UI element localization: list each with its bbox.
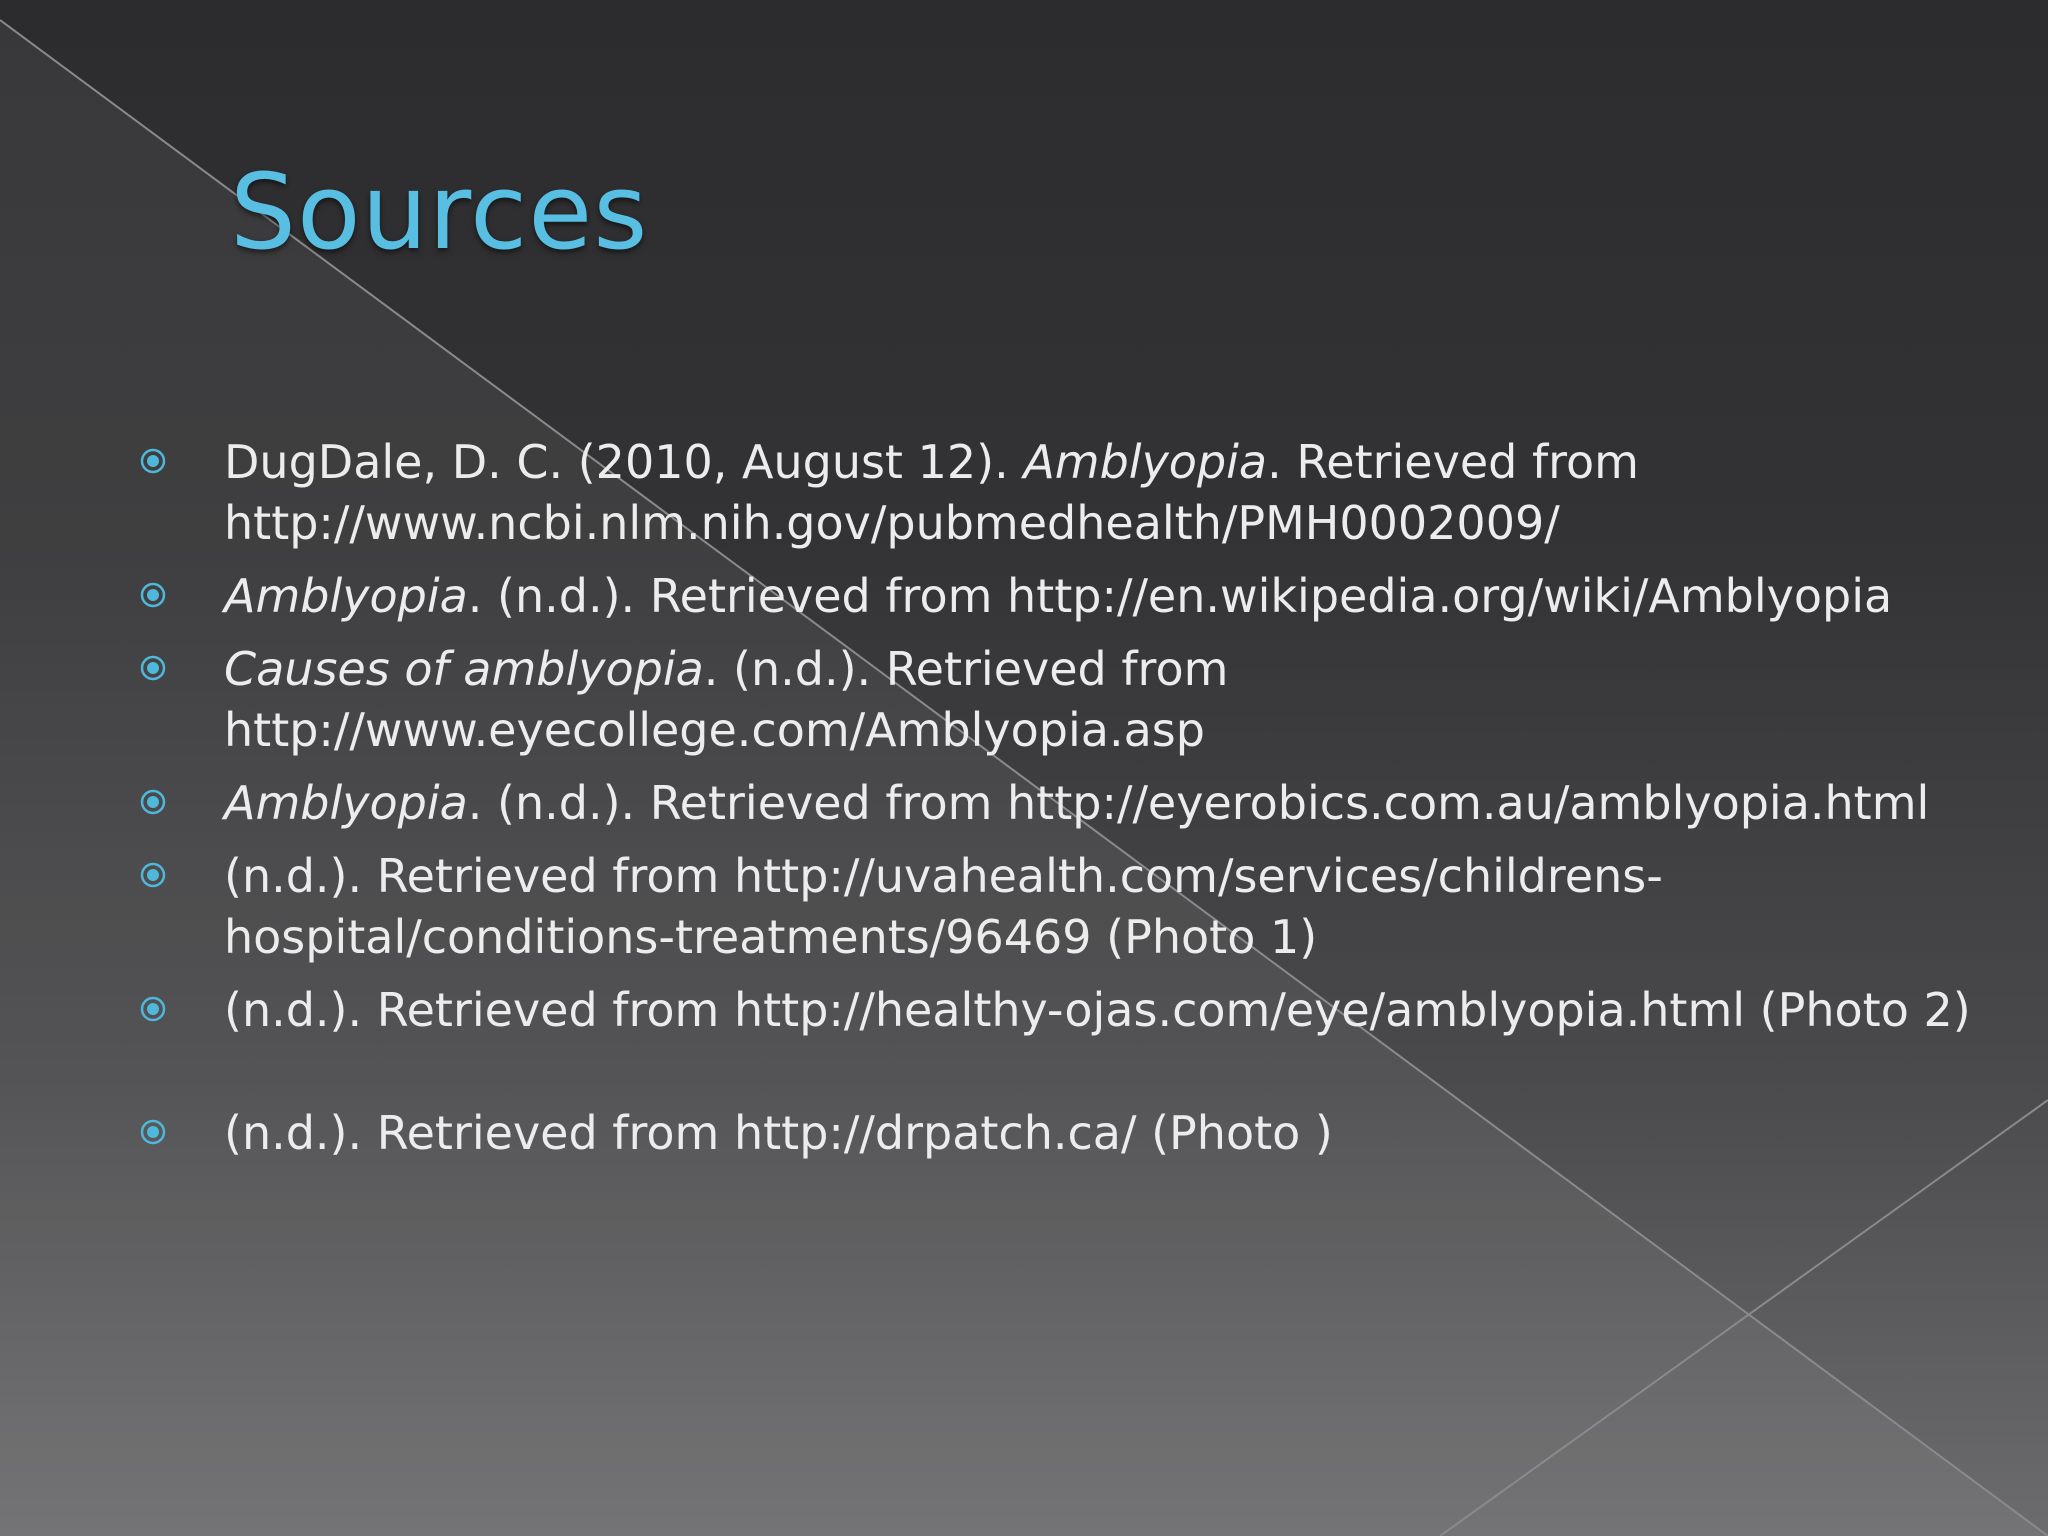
citation-title-text: Amblyopia — [1023, 435, 1268, 489]
target-circle-bullet-icon — [140, 789, 166, 815]
list-item — [140, 1103, 2000, 1164]
list-item — [140, 639, 2000, 761]
citation-lead-text: (n.d.). Retrieved from http://uvahealth.com/services/childrens-hospital/conditions-treatments/96469 (Photo 1) — [224, 849, 1663, 964]
citation-title-text: Amblyopia — [224, 776, 468, 830]
citation-rest-text: . (n.d.). Retrieved from http://en.wikipedia.org/wiki/Amblyopia — [467, 569, 1893, 623]
list-item — [140, 846, 2000, 968]
target-circle-bullet-icon — [140, 862, 166, 888]
slide-title: Sources — [230, 151, 649, 273]
list-item — [140, 980, 2000, 1041]
citation-rest-text: . (n.d.). Retrieved from http://www.eyecollege.com/Amblyopia.asp — [224, 642, 1229, 757]
citation-lead-text: (n.d.). Retrieved from http://drpatch.ca/ (Photo ) — [224, 1106, 1333, 1160]
target-circle-bullet-icon — [140, 448, 166, 474]
citation-lead-text: (n.d.). Retrieved from http://healthy-ojas.com/eye/amblyopia.html (Photo 2) — [224, 983, 1971, 1037]
target-circle-bullet-icon — [140, 582, 166, 608]
target-circle-bullet-icon — [140, 1119, 166, 1145]
citation-title-text: Amblyopia — [224, 569, 468, 623]
target-circle-bullet-icon — [140, 655, 166, 681]
citation-rest-text: . (n.d.). Retrieved from http://eyerobics.com.au/amblyopia.html — [467, 776, 1930, 830]
citation-title-text: Causes of amblyopia — [224, 642, 704, 696]
citation-rest-text: . Retrieved from http://www.ncbi.nlm.nih.gov/pubmedhealth/PMH0002009/ — [224, 435, 1639, 550]
target-circle-bullet-icon — [140, 996, 166, 1022]
list-item — [140, 773, 2000, 834]
sources-list — [140, 432, 2000, 1176]
list-item — [140, 432, 2000, 554]
citation-lead-text: DugDale, D. C. (2010, August 12). — [224, 435, 1024, 489]
list-item — [140, 566, 2000, 627]
